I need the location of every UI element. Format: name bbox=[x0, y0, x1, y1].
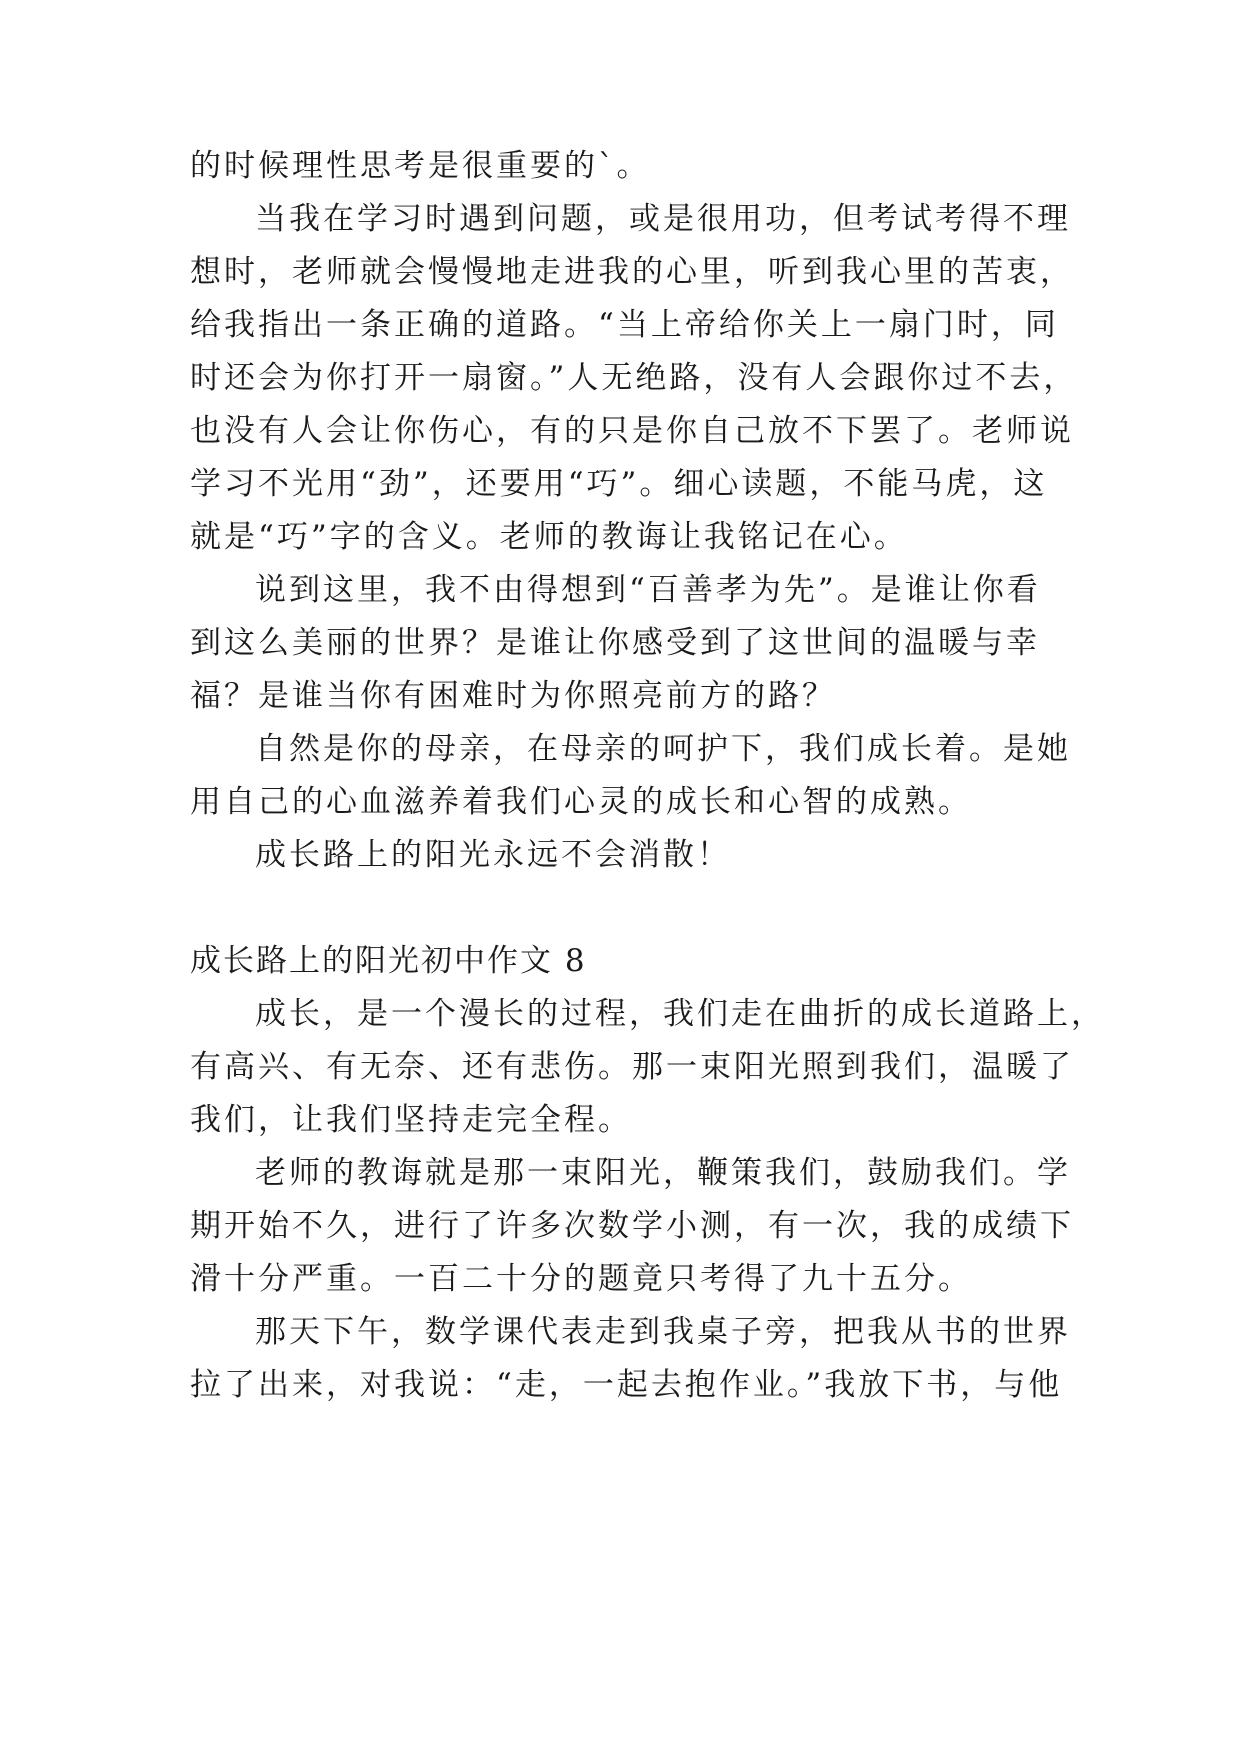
paragraph-first-line: 成长，是一个漫长的过程，我们走在曲折的成长道路上， bbox=[255, 996, 1105, 1032]
paragraph-first-line: 老师的教诲就是那一束阳光，鞭策我们，鼓励我们。学 bbox=[255, 1155, 1071, 1191]
text-line: 给我指出一条正确的道路。“当上帝给你关上一扇门时，同 bbox=[190, 307, 1059, 343]
section-heading: 成长路上的阳光初中作文 8 bbox=[190, 943, 587, 979]
text-line: 的时候理性思考是很重要的`。 bbox=[190, 148, 651, 184]
text-line: 也没有人会让你伤心，有的只是你自己放不下罢了。老师说 bbox=[190, 413, 1074, 449]
paragraph-first-line: 说到这里，我不由得想到“百善孝为先”。是谁让你看 bbox=[255, 572, 1041, 608]
text-line: 拉了出来，对我说：“走，一起去抱作业。”我放下书，与他 bbox=[190, 1367, 1063, 1403]
text-line: 有高兴、有无奈、还有悲伤。那一束阳光照到我们，温暖了 bbox=[190, 1049, 1074, 1085]
text-line: 期开始不久，进行了许多次数学小测，有一次，我的成绩下 bbox=[190, 1208, 1074, 1244]
paragraph-first-line: 当我在学习时遇到问题，或是很用功，但考试考得不理 bbox=[255, 201, 1071, 237]
text-line: 时还会为你打开一扇窗。”人无绝路，没有人会跟你过不去， bbox=[190, 360, 1078, 396]
text-line: 想时，老师就会慢慢地走进我的心里，听到我心里的苦衷， bbox=[190, 254, 1074, 290]
text-line: 到这么美丽的世界？是谁让你感受到了这世间的温暖与幸 bbox=[190, 625, 1040, 661]
paragraph-first-line: 那天下午，数学课代表走到我桌子旁，把我从书的世界 bbox=[255, 1314, 1071, 1350]
text-line: 我们，让我们坚持走完全程。 bbox=[190, 1102, 632, 1138]
text-line: 就是“巧”字的含义。老师的教诲让我铭记在心。 bbox=[190, 519, 908, 555]
text-line: 福？是谁当你有困难时为你照亮前方的路？ bbox=[190, 678, 836, 714]
text-line: 用自己的心血滋养着我们心灵的成长和心智的成熟。 bbox=[190, 784, 972, 820]
text-line: 滑十分严重。一百二十分的题竟只考得了九十五分。 bbox=[190, 1261, 972, 1297]
paragraph-first-line: 成长路上的阳光永远不会消散！ bbox=[255, 837, 731, 873]
text-line: 学习不光用“劲”，还要用“巧”。细心读题，不能马虎，这 bbox=[190, 466, 1048, 502]
paragraph-first-line: 自然是你的母亲，在母亲的呵护下，我们成长着。是她 bbox=[255, 731, 1071, 767]
